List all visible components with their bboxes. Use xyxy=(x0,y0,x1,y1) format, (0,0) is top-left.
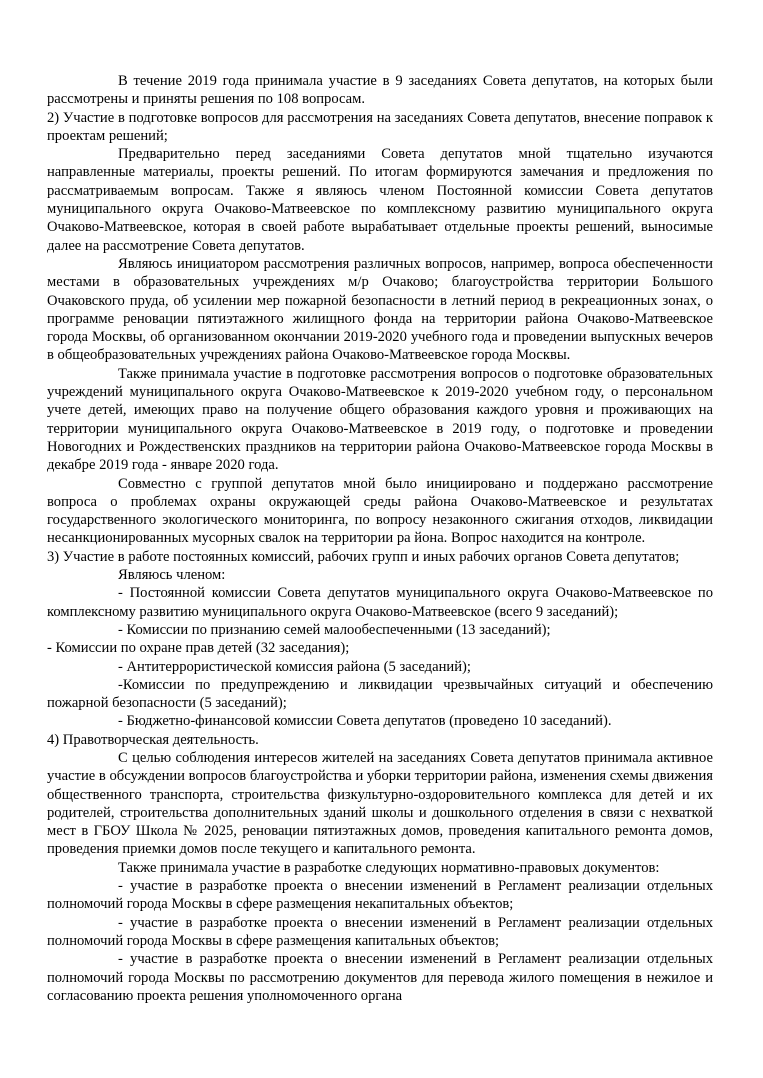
list-item: - участие в разработке проекта о внесении изменений в Регламент реализации отдельных полномочий города Москвы по рассмотрению документов для перевода жилого помещения в нежилое и согласованию проекта решения уполномоченного органа xyxy=(47,951,713,1004)
list-item: -Комиссии по предупреждению и ликвидации чрезвычайных ситуаций и обеспечению пожарной безопасности (5 заседаний); xyxy=(47,676,713,712)
section-heading: 3) Участие в работе постоянных комиссий, рабочих групп и иных рабочих органов Совета депутатов; xyxy=(47,548,680,565)
section-heading: 4) Правотворческая деятельность. xyxy=(47,731,259,748)
list-item: - Комиссии по признанию семей малообеспеченными (13 заседаний); xyxy=(118,621,551,638)
list-item: - Комиссии по охране прав детей (32 заседания); xyxy=(47,640,350,657)
paragraph: Предварительно перед заседаниями Совета депутатов мной тщательно изучаются направленные материалы, проекты решений. По итогам формируются замечания и предложения по рассматриваемым вопросам. Также я являюсь членом Постоянной комиссии Совета депутатов муниципального округа Очаково-Матвеевское по комплексному развитию муниципального округа Очаково-Матвеевское, которая в своей работе вырабатывает отдельные проекты решений, выносимые далее на рассмотрение Совета депутатов. xyxy=(47,146,713,254)
list-item: - участие в разработке проекта о внесении изменений в Регламент реализации отдельных полномочий города Москвы в сфере размещения некапитальных объектов; xyxy=(47,878,713,913)
paragraph: Являюсь инициатором рассмотрения различных вопросов, например, вопроса обеспеченности местами в образовательных учреждениях м/р Очаково; благоустройства территории Большого Очаковского пруда, об усилении мер пожарной безопасности в летний период в рекреационных зонах, о программе реновации пятиэтажного жилищного фонда на территории района Очаково-Матвеевское города Москвы, об организованном окончании 2019-2020 учебного года и проведении выпускных вечеров в общеобразовательных учреждениях района Очаково-Матвеевское города Москвы. xyxy=(47,255,713,364)
document-body xyxy=(47,72,713,1005)
list-item: - Антитеррористической комиссия района (5 заседаний); xyxy=(118,658,471,675)
paragraph: Также принимала участие в подготовке рассмотрения вопросов о подготовке образовательных учреждений муниципального округа Очаково-Матвеевское к 2019-2020 учебном году, о персональном учете детей, имеющих право на получение общего образования каждого уровня и проживающих на территории муниципального округа Очаково-Матвеевское в 2019 году, о подготовке и проведении Новогодних и Рождественских праздников на территории района Очаково-Матвеевское города Москвы в декабре 2019 года - январе 2020 года. xyxy=(47,365,713,474)
paragraph: С целью соблюдения интересов жителей на заседаниях Совета депутатов принимала активное участие в обсуждении вопросов благоустройства и уборки территории района, изменения схемы движения общественного транспорта, строительства физкультурно-оздоровительного комплекса для детей и их родителей, строительства дополнительных зданий школы и дошкольного отделения в связи с нехваткой мест в ГБОУ Школа № 2025, реновации пятиэтажных домов, проведения капитального ремонта домов, проведения приемки домов после текущего и капитального ремонта. xyxy=(47,749,713,858)
paragraph: Также принимала участие в разработке следующих нормативно-правовых документов: xyxy=(118,859,660,876)
list-item: - Постоянной комиссии Совета депутатов муниципального округа Очаково-Матвеевское по комплексному развитию муниципального округа Очаково-Матвеевское (всего 9 заседаний); xyxy=(47,585,713,620)
paragraph: Совместно с группой депутатов мной было инициировано и поддержано рассмотрение вопроса о проблемах охраны окружающей среды района Очаково-Матвеевское и результатах государственного экологического мониторинга, по вопросу незаконного сжигания отходов, ликвидации несанкционированных мусорных свалок на территории ра йона. Вопрос находится на контроле. xyxy=(47,475,713,547)
paragraph: В течение 2019 года принимала участие в 9 заседаниях Совета депутатов, на которых были рассмотрены и приняты решения по 108 вопросам. xyxy=(47,73,713,108)
list-item: - Бюджетно-финансовой комиссии Совета депутатов (проведено 10 заседаний). xyxy=(118,713,612,730)
paragraph: Являюсь членом: xyxy=(118,567,226,584)
section-heading: 2) Участие в подготовке вопросов для рассмотрения на заседаниях Совета депутатов, внесение поправок к проектам решений; xyxy=(47,109,713,144)
list-item: - участие в разработке проекта о внесении изменений в Регламент реализации отдельных полномочий города Москвы в сфере размещения капитальных объектов; xyxy=(47,914,713,949)
